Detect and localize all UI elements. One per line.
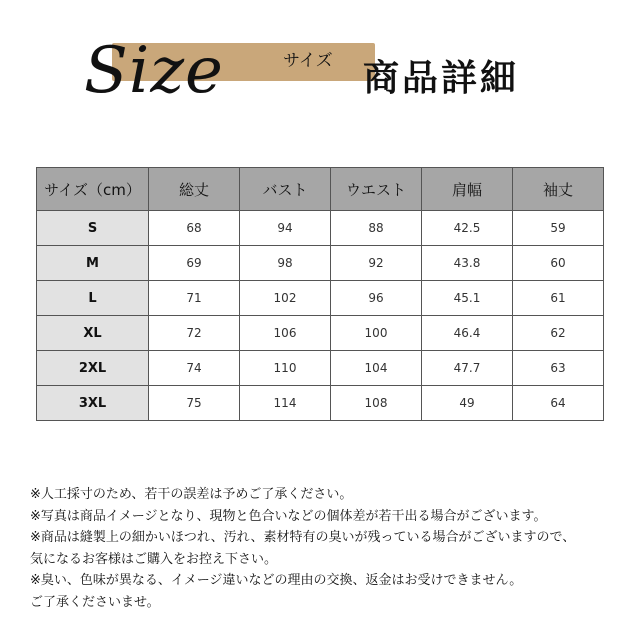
value-cell: 114 — [240, 386, 331, 421]
value-cell: 60 — [513, 246, 604, 281]
value-cell: 63 — [513, 351, 604, 386]
value-cell: 74 — [149, 351, 240, 386]
value-cell: 59 — [513, 211, 604, 246]
size-cell: XL — [37, 316, 149, 351]
value-cell: 61 — [513, 281, 604, 316]
value-cell: 68 — [149, 211, 240, 246]
value-cell: 100 — [331, 316, 422, 351]
value-cell: 72 — [149, 316, 240, 351]
size-kana-label: サイズ — [283, 51, 333, 71]
value-cell: 98 — [240, 246, 331, 281]
table-row — [37, 316, 604, 351]
value-cell: 45.1 — [422, 281, 513, 316]
table-row — [37, 211, 604, 246]
value-cell: 46.4 — [422, 316, 513, 351]
header-shoulder: 肩幅 — [422, 168, 513, 211]
note-line: 気になるお客様はご購入をお控え下さい。 — [30, 551, 278, 567]
size-table — [36, 167, 604, 421]
value-cell: 92 — [331, 246, 422, 281]
value-cell: 69 — [149, 246, 240, 281]
header-length: 総丈 — [149, 168, 240, 211]
value-cell: 110 — [240, 351, 331, 386]
value-cell: 88 — [331, 211, 422, 246]
header — [0, 0, 640, 130]
size-cell: 2XL — [37, 351, 149, 386]
size-cell: S — [37, 211, 149, 246]
note-line: ※写真は商品イメージとなり、現物と色合いなどの個体差が若干出る場合がございます。 — [30, 508, 547, 524]
table-row — [37, 246, 604, 281]
value-cell: 104 — [331, 351, 422, 386]
header-bust: バスト — [240, 168, 331, 211]
table-row — [37, 386, 604, 421]
value-cell: 64 — [513, 386, 604, 421]
note-line: ご了承くださいませ。 — [30, 594, 160, 610]
size-cell: L — [37, 281, 149, 316]
value-cell: 49 — [422, 386, 513, 421]
table-row — [37, 281, 604, 316]
note-line: ※人工採寸のため、若干の誤差は予めご了承ください。 — [30, 487, 353, 502]
value-cell: 102 — [240, 281, 331, 316]
size-cell: M — [37, 246, 149, 281]
note-line: ※商品は縫製上の細かいほつれ、汚れ、素材特有の臭いが残っている場合がございますので、 — [30, 530, 576, 545]
value-cell: 75 — [149, 386, 240, 421]
table-header-row — [37, 168, 604, 211]
header-waist: ウエスト — [331, 168, 422, 211]
page-title: 商品詳細 — [363, 57, 520, 99]
note-line: ※臭い、色味が異なる、イメージ違いなどの理由の交換、返金はお受けできません。 — [30, 573, 523, 588]
value-cell: 42.5 — [422, 211, 513, 246]
header-size: サイズ（cm） — [37, 168, 149, 211]
value-cell: 62 — [513, 316, 604, 351]
value-cell: 106 — [240, 316, 331, 351]
value-cell: 96 — [331, 281, 422, 316]
script-title: Size — [84, 34, 224, 108]
value-cell: 94 — [240, 211, 331, 246]
notes — [30, 484, 630, 613]
value-cell: 71 — [149, 281, 240, 316]
value-cell: 108 — [331, 386, 422, 421]
value-cell: 47.7 — [422, 351, 513, 386]
value-cell: 43.8 — [422, 246, 513, 281]
table-row — [37, 351, 604, 386]
header-sleeve: 袖丈 — [513, 168, 604, 211]
size-cell: 3XL — [37, 386, 149, 421]
